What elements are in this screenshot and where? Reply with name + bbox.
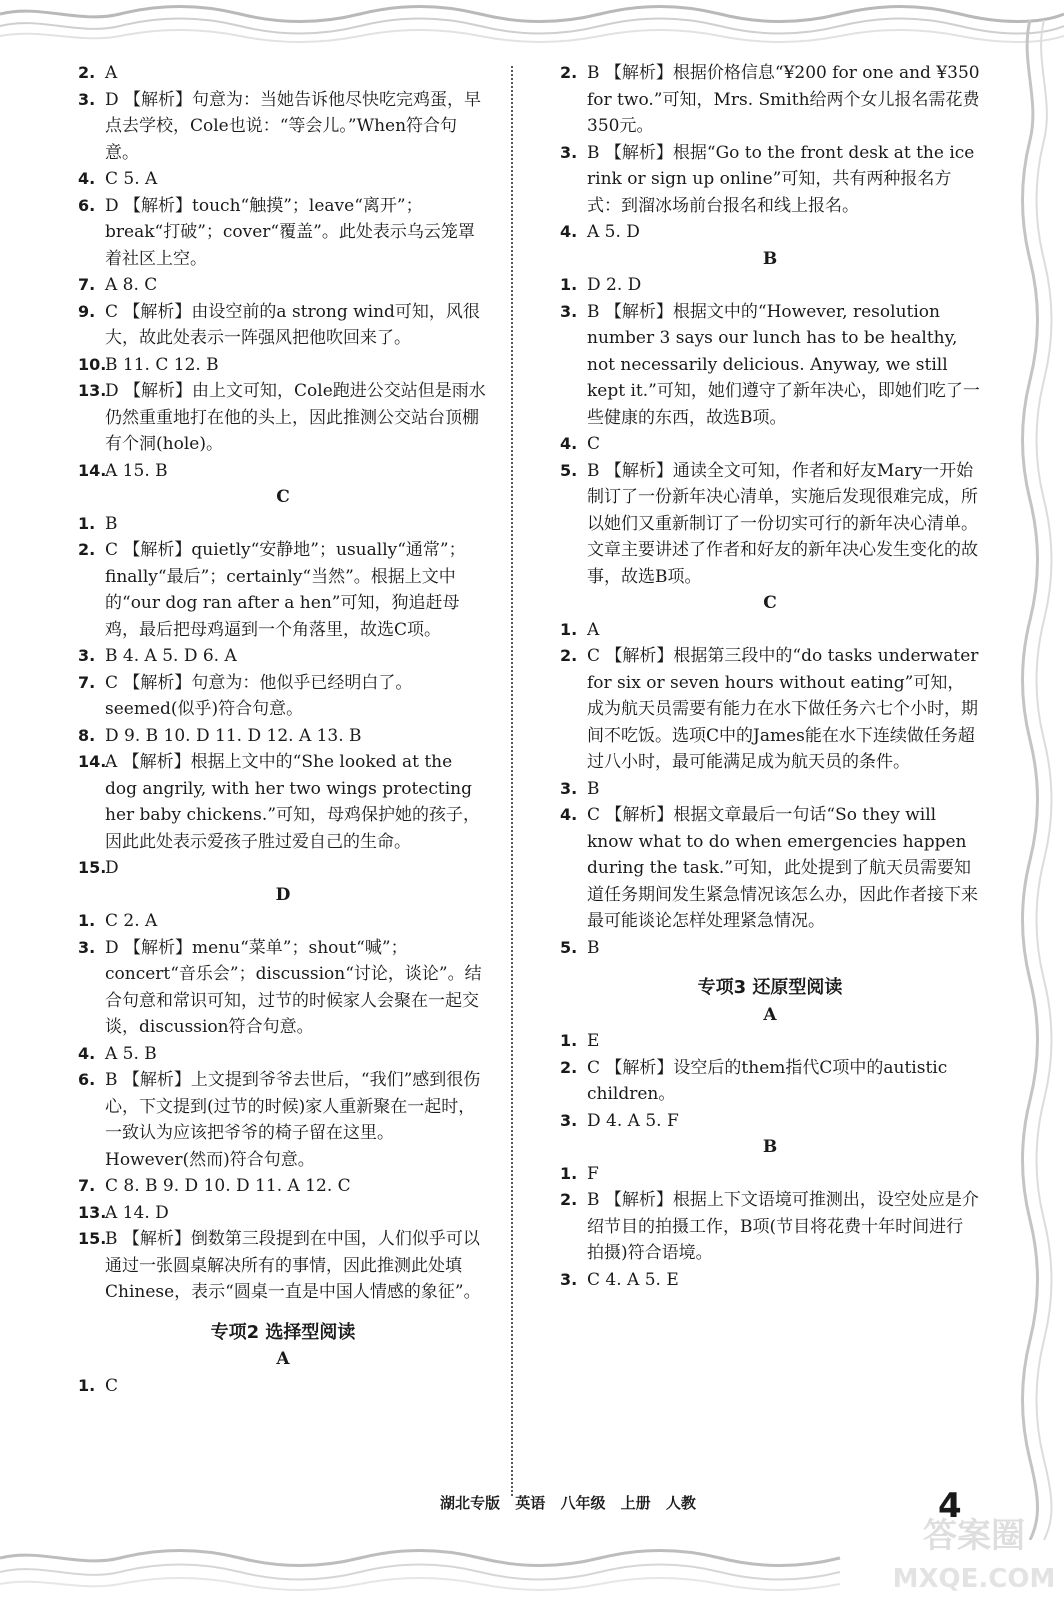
- answer-item: [78, 908, 488, 935]
- answer-item: [560, 1187, 980, 1267]
- column-divider: [511, 66, 513, 1496]
- answer-text: D 【解析】由上文可知，Cole跑进公交站但是雨水仍然重重地打在他的头上，因此推测公交站台顶棚有个洞(hole)。: [105, 381, 486, 454]
- answer-item: [560, 1055, 980, 1108]
- answer-number: 15.: [78, 858, 107, 877]
- answer-text: D 4. A 5. F: [587, 1110, 679, 1131]
- answer-number: 4.: [560, 222, 578, 241]
- answer-text: C 【解析】quietly“安静地”；usually“通常”；finally“最后”；certainly“当然”。根据上文中的“our dog ran after a hen”可知，狗追赶母鸡，最后把母鸡逼到一个角落里，故选C项。: [105, 540, 466, 640]
- answer-item: [78, 1226, 488, 1306]
- answer-item: [78, 166, 488, 193]
- answer-item: [560, 802, 980, 935]
- top-wave-border: [0, 0, 1064, 56]
- answer-text: B 【解析】根据上下文语境可推测出，设空处应是介绍节目的拍摄工作，B项(节目将花费十年时间进行拍摄)符合语境。: [587, 1190, 979, 1263]
- answer-item: [560, 272, 980, 299]
- answer-number: 9.: [78, 301, 96, 321]
- answer-number: 14.: [78, 752, 107, 771]
- answer-number: 3.: [78, 646, 96, 665]
- answer-text: A: [587, 619, 600, 640]
- answer-number: 1.: [78, 513, 96, 533]
- answer-number: 10.: [78, 354, 107, 374]
- answer-text: D: [105, 858, 119, 878]
- answer-item: [78, 1041, 488, 1068]
- answer-text: C 5. A: [105, 169, 158, 189]
- answer-text: D 【解析】touch“触摸”；leave“离开”；break“打破”；cover“覆盖”。此处表示乌云笼罩着社区上空。: [105, 195, 475, 269]
- answer-item: [78, 1067, 488, 1173]
- subsection-letter: C: [276, 487, 290, 507]
- answer-number: 7.: [78, 1176, 96, 1195]
- answer-item: [78, 749, 488, 855]
- answer-text: C: [587, 434, 601, 454]
- answer-number: 8.: [78, 725, 96, 745]
- answer-number: 5.: [560, 937, 578, 957]
- answer-number: 3.: [560, 1110, 578, 1130]
- section-title: 专项3 还原型阅读: [697, 977, 843, 998]
- left-column: [78, 60, 488, 1399]
- answer-text: A 5. D: [587, 222, 640, 242]
- answer-item: [78, 378, 488, 458]
- answer-text: C: [105, 1375, 119, 1396]
- answer-item: [78, 643, 488, 670]
- subsection-letter: A: [276, 1349, 290, 1369]
- answer-number: 2.: [560, 63, 578, 82]
- answer-text: C 【解析】设空后的them指代C项中的autistic children。: [587, 1057, 948, 1104]
- answer-number: 1.: [78, 1375, 96, 1395]
- answer-item: [560, 935, 980, 962]
- answer-item: [560, 140, 980, 220]
- answer-text: B: [587, 937, 600, 958]
- watermark-url: MXQE.COM: [892, 1564, 1056, 1594]
- answer-number: 3.: [560, 301, 578, 321]
- answer-item: [78, 537, 488, 643]
- answer-text: A: [105, 63, 118, 83]
- answer-item: [560, 219, 980, 246]
- answer-item: [560, 1108, 980, 1135]
- answer-item: [560, 1161, 980, 1188]
- answer-text: B 4. A 5. D 6. A: [105, 646, 237, 666]
- subsection-letter: C: [763, 593, 777, 613]
- answer-number: 2.: [560, 646, 578, 665]
- answer-item: [560, 431, 980, 458]
- answer-number: 2.: [78, 63, 96, 82]
- answer-text: D 9. B 10. D 11. D 12. A 13. B: [105, 725, 362, 746]
- answer-text: B 【解析】上文提到爷爷去世后，“我们”感到很伤心，下文提到(过节的时候)家人重新聚在一起时，一致认为应该把爷爷的椅子留在这里。However(然而)符合句意。: [105, 1070, 481, 1170]
- answer-number: 1.: [78, 911, 96, 930]
- answer-item: [78, 193, 488, 273]
- answer-number: 7.: [78, 275, 96, 294]
- answer-number: 2.: [78, 540, 96, 559]
- right-wave-border: [1000, 20, 1064, 1540]
- answer-number: 1.: [560, 1031, 578, 1050]
- answer-text: F: [587, 1163, 599, 1184]
- answer-item: [560, 643, 980, 776]
- answer-number: 7.: [78, 672, 96, 692]
- answer-item: [78, 855, 488, 882]
- answer-item: [560, 60, 980, 140]
- answer-text: A 8. C: [105, 275, 158, 295]
- answer-item: [78, 1173, 488, 1200]
- answer-item: [78, 299, 488, 352]
- answer-number: 3.: [78, 89, 96, 109]
- answer-text: B 【解析】根据文中的“However, resolution number 3 says our lunch has to be healthy, not necessarily delicious. Anyway, we still kept it.”可知，她们遵守了新年决心，即她们吃了一些健康的东西，故选B项。: [587, 301, 980, 428]
- answer-item: [78, 60, 488, 87]
- answer-number: 1.: [560, 619, 578, 639]
- answer-item: [78, 1200, 488, 1227]
- answer-text: D 【解析】menu“菜单”；shout“喊”；concert“音乐会”；discussion“讨论，谈论”。结合句意和常识可知，过节的时候家人会聚在一起交谈，discussion符合句意。: [105, 937, 482, 1037]
- answer-number: 3.: [78, 937, 96, 957]
- answer-text: C 4. A 5. E: [587, 1269, 679, 1290]
- answer-text: B 【解析】根据“Go to the front desk at the ice rink or sign up online”可知，共有两种报名方式：到溜冰场前台报名和线上报名。: [587, 142, 975, 216]
- answer-number: 3.: [560, 778, 578, 798]
- watermark-logo: [878, 1495, 1058, 1599]
- answer-text: B: [105, 513, 118, 534]
- answer-item: [78, 87, 488, 167]
- answer-text: C 【解析】根据第三段中的“do tasks underwater for six or seven hours without eating”可知，成为航天员需要有能力在水下做任务六七个小时，期间不吃饭。选项C中的James能在水下连续做任务超过八小时，最可能满足成为航天员的条件。: [587, 646, 979, 772]
- answer-text: D 2. D: [587, 275, 642, 295]
- subsection-letter: A: [763, 1004, 777, 1025]
- answer-item: [560, 617, 980, 644]
- subsection-letter: D: [275, 884, 291, 905]
- answer-number: 4.: [78, 1043, 96, 1063]
- subsection-letter: B: [762, 248, 778, 269]
- watermark-text: 答案圈: [923, 1516, 1025, 1556]
- answer-number: 13.: [78, 381, 107, 400]
- answer-text: B: [587, 778, 600, 799]
- answer-text: D 【解析】句意为：当她告诉他尽快吃完鸡蛋，早点去学校，Cole也说：“等会儿。”When符合句意。: [105, 89, 482, 163]
- answer-number: 6.: [78, 195, 96, 215]
- answer-item: [78, 670, 488, 723]
- answer-number: 4.: [560, 434, 578, 453]
- answer-number: 13.: [78, 1202, 107, 1222]
- answer-number: 1.: [560, 275, 578, 294]
- answer-item: [78, 511, 488, 538]
- answer-text: C 【解析】由设空前的a strong wind可知，风很大，故此处表示一阵强风把他吹回来了。: [105, 301, 480, 348]
- footer-edition-info: 湖北专版 英语 八年级 上册 人教: [440, 1494, 696, 1512]
- answer-number: 4.: [560, 805, 578, 824]
- right-column: [560, 60, 980, 1293]
- answer-item: [560, 299, 980, 432]
- answer-item: [78, 723, 488, 750]
- answer-number: 2.: [560, 1057, 578, 1077]
- answer-text: B 【解析】通读全文可知，作者和好友Mary一开始制订了一份新年决心清单，实施后发现很难完成，所以她们又重新制订了一份切实可行的新年决心清单。文章主要讲述了作者和好友的新年决心发生变化的故事，故选B项。: [587, 460, 978, 587]
- answer-text: E: [587, 1031, 600, 1051]
- answer-text: C 8. B 9. D 10. D 11. A 12. C: [105, 1176, 351, 1196]
- answer-item: [560, 1028, 980, 1055]
- answer-text: C 2. A: [105, 911, 158, 931]
- answer-item: [78, 1373, 488, 1400]
- answer-item: [78, 458, 488, 485]
- subsection-letter: B: [762, 1137, 778, 1157]
- section-title: 专项2 选择型阅读: [210, 1321, 356, 1343]
- answer-number: 4.: [78, 169, 96, 188]
- answer-item: [560, 458, 980, 591]
- answer-text: A 【解析】根据上文中的“She looked at the dog angrily, with her two wings protecting her baby chickens.”可知，母鸡保护她的孩子，因此此处表示爱孩子胜过爱自己的生命。: [105, 752, 481, 852]
- answer-number: 14.: [78, 460, 107, 480]
- answer-number: 3.: [560, 142, 578, 162]
- answer-item: [78, 935, 488, 1041]
- answer-text: A 14. D: [105, 1202, 169, 1223]
- answer-item: [78, 272, 488, 299]
- answer-number: 3.: [560, 1269, 578, 1289]
- answer-number: 1.: [560, 1163, 578, 1183]
- answer-text: A 5. B: [105, 1043, 157, 1064]
- answer-item: [78, 352, 488, 379]
- answer-item: [560, 776, 980, 803]
- answer-text: B 11. C 12. B: [105, 354, 219, 375]
- page-number: 4: [938, 1486, 962, 1526]
- answer-text: B 【解析】根据价格信息“¥200 for one and ¥350 for two.”可知，Mrs. Smith给两个女儿报名需花费350元。: [587, 63, 980, 136]
- answer-text: C 【解析】根据文章最后一句话“So they will know what to do when emergencies happen during the task.”可知，此处提到了航天员需要知道任务期间发生紧急情况该怎么办，因此作者接下来最可能谈论怎样处理紧急情况。: [587, 805, 978, 931]
- answer-number: 5.: [560, 460, 578, 480]
- answer-item: [560, 1267, 980, 1294]
- answer-number: 6.: [78, 1070, 96, 1089]
- answer-text: B 【解析】倒数第三段提到在中国，人们似乎可以通过一张圆桌解决所有的事情，因此推测此处填Chinese，表示“圆桌一直是中国人情感的象征”。: [105, 1229, 481, 1302]
- answer-number: 2.: [560, 1190, 578, 1209]
- answer-text: C 【解析】句意为：他似乎已经明白了。seemed(似乎)符合句意。: [105, 672, 413, 719]
- answer-text: A 15. B: [105, 460, 168, 481]
- answer-number: 15.: [78, 1229, 107, 1248]
